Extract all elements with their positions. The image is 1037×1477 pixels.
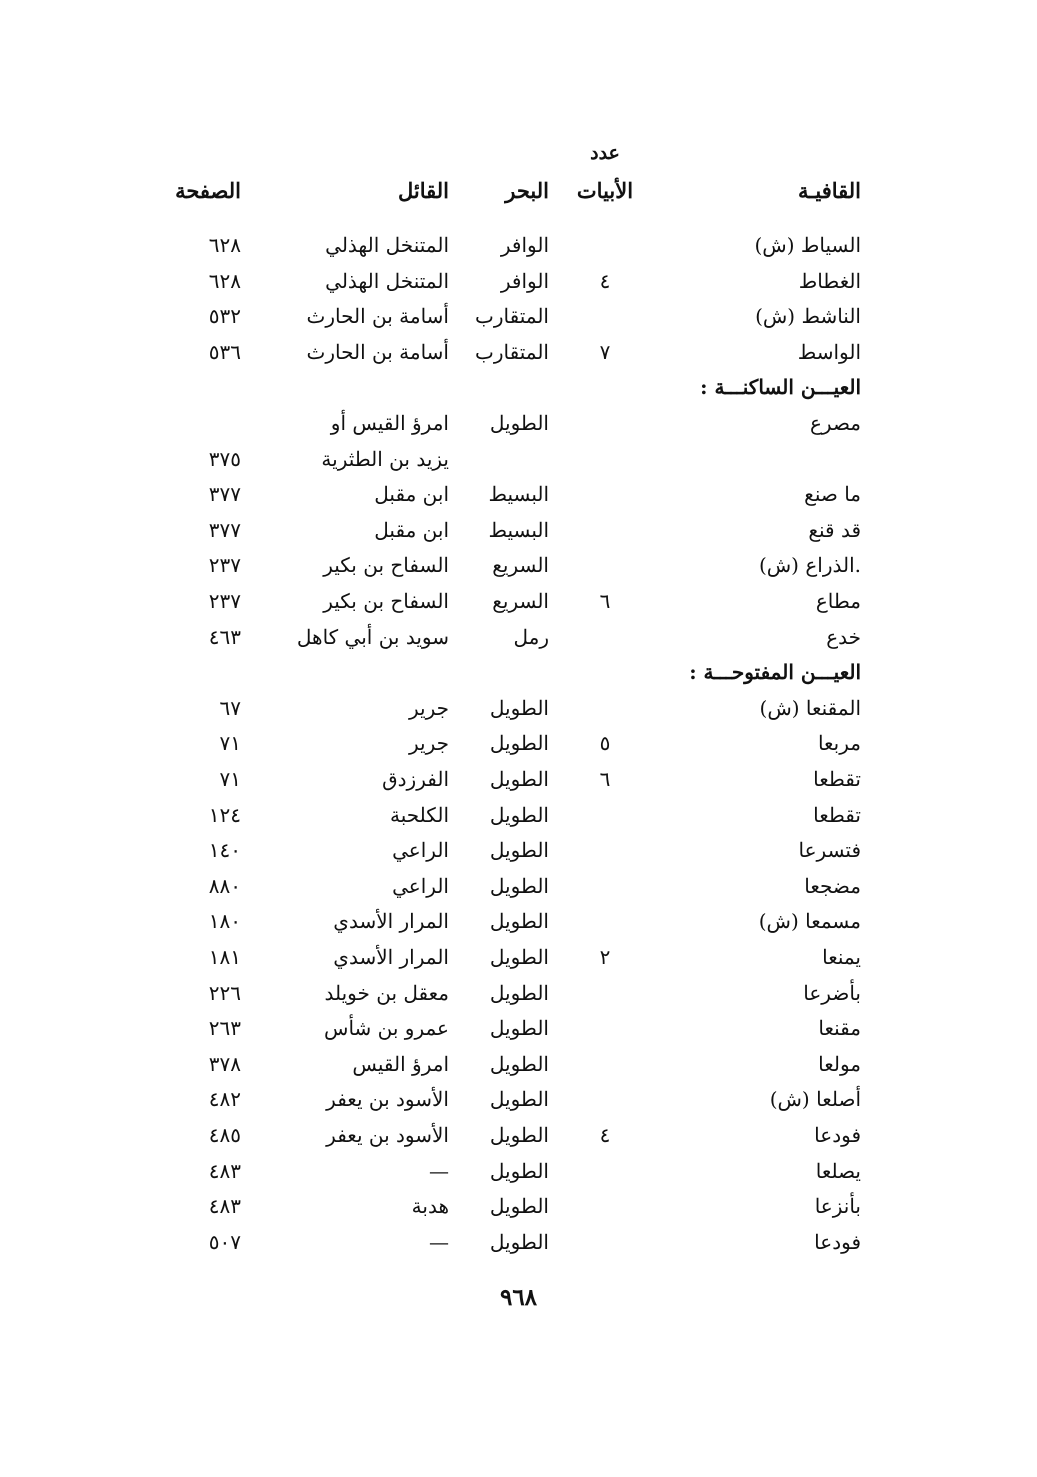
cell-page: ٣٧٧ — [208, 482, 241, 507]
cell-qafiya: يصلعا — [815, 1158, 861, 1183]
cell-qail: الراعي — [392, 873, 449, 898]
cell-qafiya: العيـــن الساكنـــة : — [700, 375, 861, 400]
cell-qail: امرؤ القيس أو — [330, 411, 449, 435]
cell-count: ٦ — [599, 767, 611, 791]
cell-count: ٤ — [599, 268, 611, 293]
table-row — [0, 406, 1037, 440]
table-header — [0, 174, 1037, 208]
cell-bahr: الطويل — [489, 1194, 549, 1219]
header-count-top: عدد — [590, 142, 620, 164]
cell-bahr: الطويل — [489, 838, 549, 863]
cell-qail: جرير — [409, 695, 449, 720]
cell-bahr: الطويل — [489, 1016, 549, 1041]
cell-qail: عمرو بن شأس — [324, 1016, 449, 1041]
cell-qail: المتنخل الهذلي — [325, 268, 449, 293]
cell-qail: — — [429, 1229, 449, 1254]
cell-qail: — — [429, 1158, 449, 1183]
cell-page: ٤٨٢ — [208, 1087, 241, 1112]
cell-page: ٣٧٨ — [208, 1051, 241, 1076]
table-row — [0, 798, 1037, 832]
cell-page: ٥٣٢ — [208, 304, 241, 329]
cell-bahr: الطويل — [489, 1123, 549, 1147]
header-page: الصفحة — [175, 178, 241, 203]
cell-qail: أسامة بن الحارث — [306, 339, 449, 364]
table-row — [0, 299, 1037, 333]
cell-qail: الراعي — [392, 838, 449, 863]
cell-count: ٦ — [599, 589, 611, 613]
table-row — [0, 513, 1037, 547]
cell-qail: السفاح بن بكير — [323, 589, 449, 613]
cell-qafiya: العيـــن المفتوحـــة : — [689, 660, 861, 685]
cell-qafiya: مصرع — [809, 411, 861, 435]
cell-count: ٢ — [599, 945, 611, 969]
cell-qafiya: السياط (ش) — [754, 233, 861, 257]
cell-qafiya: الناشط (ش) — [755, 304, 861, 329]
cell-bahr: المتقارب — [475, 304, 549, 329]
table-row — [0, 1154, 1037, 1188]
header-qail: القائل — [397, 178, 449, 203]
table-row — [0, 620, 1037, 654]
cell-bahr: الطويل — [489, 873, 549, 898]
cell-page: ٢٣٧ — [208, 553, 241, 578]
cell-page: ١٨١ — [208, 945, 241, 969]
table-row — [0, 1047, 1037, 1081]
cell-bahr: المتقارب — [475, 339, 549, 364]
cell-qail: الأسود بن يعفر — [326, 1087, 449, 1112]
cell-qail: سويد بن أبي كاهل — [296, 624, 449, 649]
cell-bahr: الطويل — [489, 909, 549, 934]
cell-qail: المرار الأسدي — [333, 909, 449, 934]
cell-page: ١٨٠ — [208, 909, 241, 934]
table-row — [0, 584, 1037, 618]
cell-bahr: الطويل — [489, 980, 549, 1005]
cell-qail: معقل بن خويلد — [324, 980, 449, 1005]
cell-bahr: الطويل — [489, 767, 549, 791]
cell-bahr: الطويل — [489, 1051, 549, 1076]
cell-bahr: الطويل — [489, 1158, 549, 1183]
cell-bahr: الطويل — [489, 695, 549, 720]
cell-count: ٥ — [599, 731, 611, 756]
cell-qafiya: المقنعا (ش) — [759, 695, 861, 720]
table-row — [0, 1011, 1037, 1045]
table-row — [0, 548, 1037, 582]
cell-page: ٦٢٨ — [208, 233, 241, 257]
cell-qafiya: .الذراع (ش) — [758, 553, 861, 578]
cell-qafiya: فودعا — [814, 1123, 861, 1147]
table-row — [0, 726, 1037, 760]
cell-qail: يزيد بن الطثرية — [321, 446, 449, 471]
cell-page: ٦٢٨ — [208, 268, 241, 293]
cell-count: ٤ — [599, 1123, 611, 1147]
cell-qafiya: قد قنع — [808, 517, 861, 542]
table-row — [0, 442, 1037, 476]
table-row — [0, 1225, 1037, 1259]
cell-page: ١٤٠ — [208, 838, 241, 863]
cell-qafiya: فتسرعا — [798, 838, 861, 863]
cell-qail: السفاح بن بكير — [323, 553, 449, 578]
page-number: ٩٦٨ — [499, 1284, 538, 1311]
cell-qafiya: الغطاط — [798, 268, 861, 293]
cell-bahr: السريع — [492, 589, 549, 613]
cell-page: ٥٣٦ — [208, 339, 241, 364]
cell-page: ٣٧٥ — [208, 446, 241, 471]
header-bahr: البحر — [505, 178, 549, 203]
cell-page: ٤٦٣ — [208, 624, 241, 649]
cell-qafiya: بأنزعا — [814, 1194, 861, 1219]
table-row — [0, 228, 1037, 262]
cell-bahr: الطويل — [489, 411, 549, 435]
cell-page: ٢٢٦ — [208, 980, 241, 1005]
cell-page: ٨٨٠ — [208, 873, 241, 898]
cell-page: ٤٨٣ — [208, 1158, 241, 1183]
cell-page: ٦٧ — [219, 695, 241, 720]
cell-qail: ابن مقبل — [374, 482, 449, 507]
cell-qafiya: مقنعا — [818, 1016, 861, 1041]
cell-qail: المتنخل الهذلي — [325, 233, 449, 257]
cell-qail: المرار الأسدي — [333, 945, 449, 969]
table-row — [0, 976, 1037, 1010]
table-row — [0, 264, 1037, 298]
cell-page: ٥٠٧ — [208, 1229, 241, 1254]
cell-bahr: الطويل — [489, 945, 549, 969]
cell-page: ١٢٤ — [208, 802, 241, 827]
cell-bahr: الوافر — [500, 233, 549, 257]
cell-qafiya: خدع — [826, 624, 861, 649]
cell-bahr: السريع — [492, 553, 549, 578]
table-row — [0, 477, 1037, 511]
table-row — [0, 940, 1037, 974]
cell-bahr: البسيط — [488, 482, 549, 507]
cell-bahr: البسيط — [488, 517, 549, 542]
cell-page: ٤٨٣ — [208, 1194, 241, 1219]
cell-qail: الفرزدق — [382, 767, 449, 791]
cell-qail: جرير — [409, 731, 449, 756]
cell-page: ٧١ — [219, 767, 241, 791]
cell-bahr: الطويل — [489, 731, 549, 756]
cell-qafiya: الواسط — [797, 339, 861, 364]
cell-page: ٢٣٧ — [208, 589, 241, 613]
section-heading — [0, 655, 1037, 689]
table-row — [0, 691, 1037, 725]
cell-qail: الكلحبة — [390, 802, 449, 827]
table-row — [0, 762, 1037, 796]
cell-bahr: رمل — [513, 624, 549, 649]
header-qafiya: القافيـة — [797, 178, 861, 203]
cell-bahr: الوافر — [500, 268, 549, 293]
cell-qail: هدبة — [411, 1194, 449, 1219]
table-row — [0, 1082, 1037, 1116]
cell-page: ٢٦٣ — [208, 1016, 241, 1041]
table-row — [0, 833, 1037, 867]
cell-qafiya: تقطعا — [813, 802, 861, 827]
cell-bahr: الطويل — [489, 1229, 549, 1254]
cell-qail: الأسود بن يعفر — [326, 1123, 449, 1147]
cell-qail: امرؤ القيس — [352, 1051, 449, 1076]
cell-qafiya: بأضرعا — [803, 980, 861, 1005]
cell-bahr: الطويل — [489, 1087, 549, 1112]
cell-page: ٤٨٥ — [208, 1123, 241, 1147]
cell-qail: أسامة بن الحارث — [306, 304, 449, 329]
cell-qail: ابن مقبل — [374, 517, 449, 542]
cell-count: ٧ — [599, 339, 611, 364]
header-count: الأبيات — [576, 178, 634, 203]
cell-page: ٧١ — [219, 731, 241, 756]
cell-qafiya: يمنعا — [822, 945, 861, 969]
cell-qafiya: مربعا — [817, 731, 861, 756]
cell-qafiya: مسمعا (ش) — [758, 909, 861, 934]
table-row — [0, 1118, 1037, 1152]
cell-qafiya: فودعا — [814, 1229, 861, 1254]
table-row — [0, 904, 1037, 938]
table-row — [0, 1189, 1037, 1223]
table-row — [0, 869, 1037, 903]
cell-qafiya: مضجعا — [804, 873, 861, 898]
cell-bahr: الطويل — [489, 802, 549, 827]
cell-qafiya: ما صنع — [804, 482, 861, 507]
table-row — [0, 335, 1037, 369]
cell-qafiya: تقطعا — [813, 767, 861, 791]
section-heading — [0, 370, 1037, 404]
cell-qafiya: أصلعا (ش) — [769, 1087, 861, 1112]
cell-page: ٣٧٧ — [208, 517, 241, 542]
cell-qafiya: مولعا — [818, 1051, 861, 1076]
cell-qafiya: مطاع — [815, 589, 861, 613]
